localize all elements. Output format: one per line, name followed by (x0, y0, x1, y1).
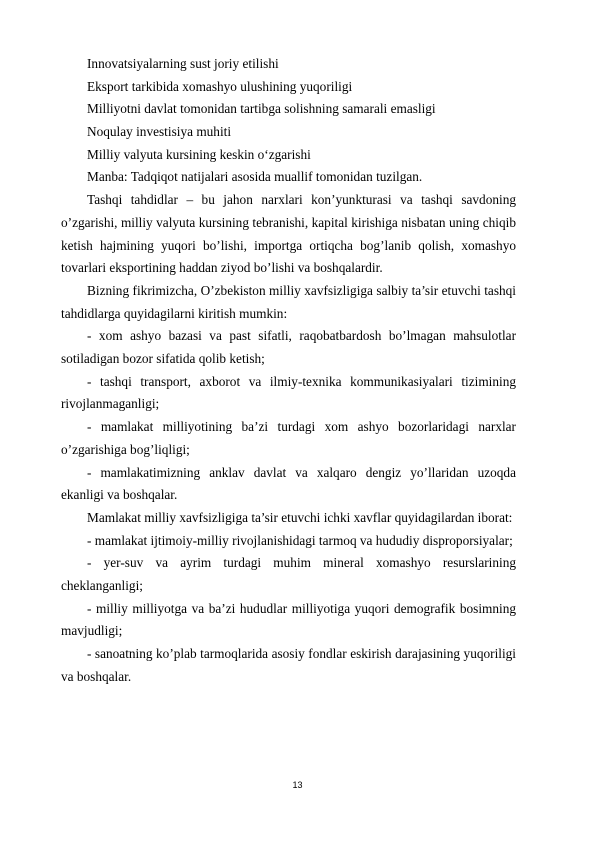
list-item: Eksport tarkibida xomashyo ulushining yuqoriligi (87, 78, 353, 94)
paragraph-bullet-price-dependency: - mamlakat milliyotining ba’zi turdagi xom ashyo bozorlaridagi narxlar o’zgarishiga bog’liqligi; (61, 419, 516, 457)
document-body (61, 53, 516, 689)
paragraph-bullet-fixed-assets: - sanoatning ko’plab tarmoqlarida asosiy fondlar eskirish darajasining yuqoriligi va boshqalar. (61, 646, 516, 684)
paragraph-internal-threats-intro: Mamlakat milliy xavfsizligiga ta’sir etuvchi ichki xavflar quyidagilardan iborat: (87, 509, 513, 525)
paragraph-bullet-enclave: - mamlakatimizning anklav davlat va xalqaro dengiz yo’llaridan uzoqda ekanligi va boshqalar. (61, 464, 516, 503)
list-item: Milliyotni davlat tomonidan tartibga solishning samarali emasligi (87, 101, 436, 117)
paragraph-bullet-transport: - tashqi transport, axborot va ilmiy-texnika kommunikasiyalari tizimining rivojlanmaganligi; (61, 373, 516, 412)
paragraph-external-threats-intro: Bizning fikrimizcha, O’zbekiston milliy xavfsizligiga salbiy ta’sir etuvchi tashqi tahdidlarga quyidagilarni kiritish mumkin: (61, 282, 516, 321)
paragraph-bullet-demographic: - milliy milliyotga va ba’zi hududlar milliyotiga yuqori demografik bosimning mavjudligi; (61, 600, 516, 639)
paragraph-bullet-disproportions: - mamlakat ijtimoiy-milliy rivojlanishidagi tarmoq va hududiy disproporsiyalar; (87, 532, 513, 548)
source-note: Manba: Tadqiqot natijalari asosida muallif tomonidan tuzilgan. (87, 169, 423, 185)
paragraph-bullet-raw-materials: - xom ashyo bazasi va past sifatli, raqobatbardosh bo’lmagan mahsulotlar sotiladigan bozor sifatida qolib ketish; (61, 328, 516, 367)
paragraph-bullet-resources: - yer-suv va ayrim turdagi muhim mineral xomashyo resurslarining cheklanganligi; (61, 555, 516, 594)
page-number: 13 (292, 780, 303, 790)
list-item: Noqulay investisiya muhiti (87, 124, 232, 140)
list-item: Innovatsiyalarning sust joriy etilishi (87, 56, 279, 71)
paragraph-external-threats-definition: Tashqi tahdidlar – bu jahon narxlari kon’yunkturasi va tashqi savdoning o’zgarishi, milliy valyuta kursining tebranishi, kapital kirishiga nisbatan uning chiqib ketish hajmining yuqori bo’lishi, importga ortiqcha bog’lanib qolish, xomashyo tovarlari eksportining haddan ziyod bo’lishi va boshqalardir. (61, 192, 516, 276)
list-item: Milliy valyuta kursining keskin o‘zgarishi (87, 146, 311, 162)
